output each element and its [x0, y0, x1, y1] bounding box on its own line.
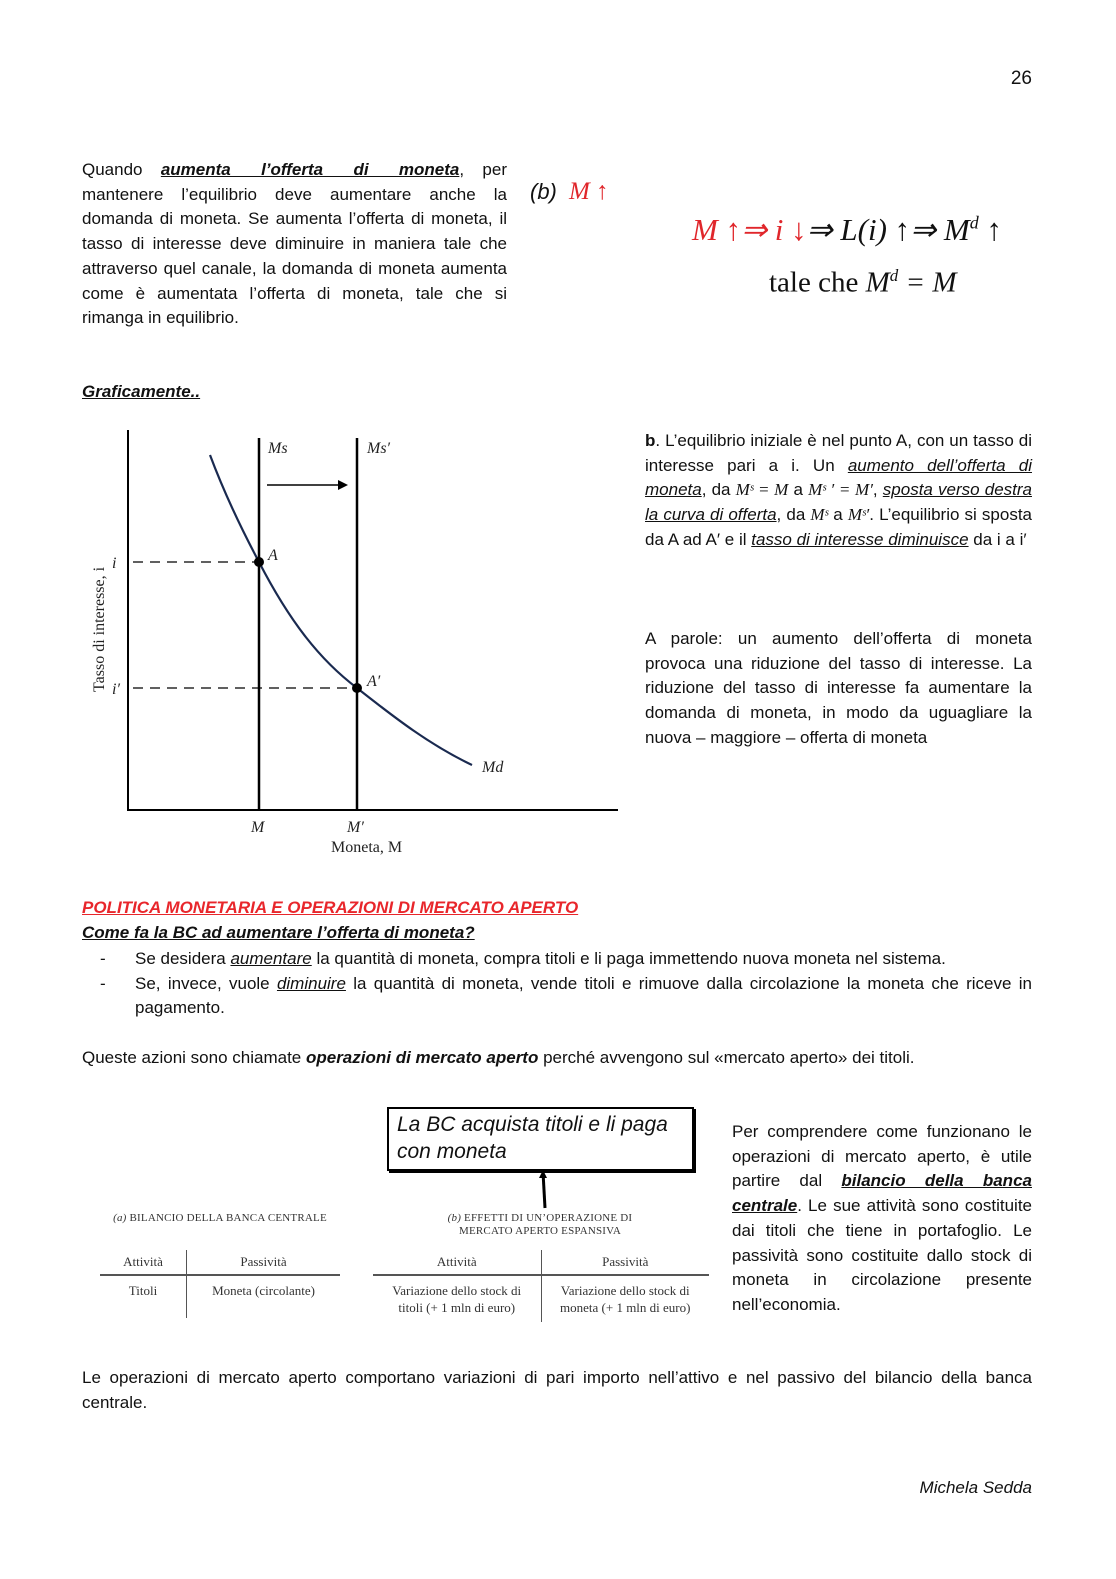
table-header-row — [100, 1250, 340, 1275]
explain-text: . L’equilibrio si sposta da A ad A′ e il — [645, 505, 1033, 549]
formula-cond-sup: d — [889, 266, 899, 285]
bullet-text: Se, invece, vuole — [135, 973, 277, 993]
bullet-list — [82, 947, 1032, 1021]
cell-attivita: Titoli — [100, 1275, 187, 1318]
ops-text: perché avvengono sul «mercato aperto» dei titoli. — [538, 1048, 915, 1067]
explain-text: , — [872, 480, 883, 500]
point-a-marker — [254, 557, 264, 567]
explain-math: Mˢ = M — [735, 480, 789, 500]
bullet-dash: - — [100, 949, 106, 968]
caption-prefix: (a) — [113, 1212, 127, 1224]
table-central-bank-balance — [100, 1250, 340, 1318]
bullet-text: la quantità di moneta, vende titoli e rimuove dalla circolazione la moneta che riceve in pagamento. — [135, 973, 1032, 1018]
table-header-row — [373, 1250, 709, 1275]
explain-math: Mˢ′ — [847, 505, 870, 525]
section-question: Come fa la BC ad aumentare l’offerta di moneta? — [82, 923, 475, 942]
table-b-caption — [440, 1212, 640, 1238]
intro-emphasis: aumenta l’offerta di moneta — [160, 160, 460, 179]
cell-attivita: Variazione dello stock di titoli (+ 1 mln di euro) — [373, 1275, 541, 1322]
explain-text: , da — [701, 480, 736, 500]
explain-math: Mˢ — [810, 505, 829, 525]
intro-text-rest: , per mantenere l’equilibrio deve aumentare anche la domanda di moneta. Se aumenta l’offerta di moneta, il tasso di interesse deve diminuire in maniera tale che attraverso quel canale, la domanda di moneta aumenta come è aumentata l’offerta di moneta, tale che si rimanga in equilibrio. — [82, 160, 507, 328]
supply-new-label: Ms′ — [367, 440, 391, 457]
supply-label: Ms — [268, 440, 288, 457]
caption-text: BILANCIO DELLA BANCA CENTRALE — [126, 1212, 327, 1224]
header-passivita: Passività — [187, 1250, 341, 1275]
explain-b-marker: b — [645, 431, 656, 450]
explain-emphasis: tasso di interesse diminuisce — [751, 529, 969, 549]
cell-passivita: Variazione dello stock di moneta (+ 1 mln di euro) — [560, 1283, 691, 1315]
caption-text: EFFETTI DI UN’OPERAZIONE DI MERCATO APERTO ESPANSIVA — [458, 1212, 633, 1237]
graficamente-heading: Graficamente.. — [82, 382, 201, 401]
demand-curve — [210, 455, 472, 765]
explain-text: a — [828, 505, 848, 525]
bilancio-text: . Le sue attività sono costituite dai titoli che tiene in portafoglio. Le passività sono costituite dallo stock di moneta in circolazione presente nell’economia. — [732, 1196, 1032, 1314]
table-a-caption — [100, 1212, 340, 1224]
explain-emphasis: aumento dell’offerta di moneta — [645, 455, 1032, 500]
ops-text: Queste azioni sono chiamate — [82, 1048, 306, 1067]
ops-emphasis: operazioni di mercato aperto — [305, 1048, 539, 1067]
section-title: POLITICA MONETARIA E OPERAZIONI DI MERCATO APERTO — [82, 898, 579, 917]
bullet-emphasis: aumentare — [230, 949, 312, 968]
bilancio-text: Per comprendere come funzionano le operazioni di mercato aperto, è utile partire dal — [732, 1122, 1032, 1191]
shift-arrow-head — [338, 480, 348, 490]
formula-label-math: M ↑ — [569, 178, 609, 205]
y-axis-label: Tasso di interesse, i — [91, 566, 108, 692]
table-row — [100, 1275, 340, 1318]
callout-box: La BC acquista titoli e li paga con moneta — [387, 1107, 694, 1171]
point-a-prime-marker — [352, 683, 362, 693]
formula-cond-text: tale che — [769, 266, 866, 299]
bilancio-emphasis: bilancio della banca centrale — [732, 1171, 1032, 1216]
caption-prefix: (b) — [447, 1212, 462, 1224]
author-footer: Michela Sedda — [919, 1478, 1032, 1497]
point-a-prime-label: A′ — [367, 673, 381, 690]
bullet-emphasis: diminuire — [276, 973, 346, 993]
formula-chain-black: ⇒ L(i) ↑⇒ M — [806, 212, 970, 247]
x-axis-label: Moneta, M — [331, 839, 403, 856]
parole-paragraph: A parole: un aumento dell’offerta di moneta provoca una riduzione del tasso di interesse. La riduzione del tasso di interesse fa aumentare la domanda di moneta, in modo da uguagliare la nuova – maggiore – offerta di moneta — [645, 629, 1032, 747]
tick-m-prime: M′ — [347, 819, 364, 836]
point-a-label: A — [268, 547, 278, 564]
explain-text: . L’equilibrio iniziale è nel punto A, con un tasso di interesse pari a i. Un — [645, 431, 1032, 475]
formula-cond-m: M — [865, 266, 890, 299]
bullet-text: Se desidera — [135, 949, 231, 968]
bilancio-paragraph — [732, 1120, 1032, 1318]
explain-emphasis: sposta verso destra la curva di offerta — [645, 480, 1032, 525]
formula-chain-end: ↑ — [978, 212, 1002, 247]
callout-pointer-head — [539, 1170, 547, 1178]
page-number: 26 — [1010, 68, 1032, 89]
explain-math: Mˢ ′ = M′ — [808, 480, 873, 500]
callout-pointer — [535, 1170, 555, 1210]
bullet-text: la quantità di moneta, compra titoli e li paga immettendo nuova moneta nel sistema. — [311, 949, 946, 968]
header-attivita: Attività — [373, 1250, 541, 1275]
demand-label: Md — [482, 759, 504, 776]
tick-i: i — [112, 555, 117, 572]
intro-text: Quando — [82, 160, 161, 179]
ops-sentence — [82, 1046, 1042, 1071]
header-attivita: Attività — [100, 1250, 187, 1275]
cell-passivita: Moneta (circolante) — [212, 1283, 315, 1298]
header-passivita: Passività — [541, 1250, 709, 1275]
formula-cond-end: = M — [898, 266, 957, 299]
table-open-market-effects — [373, 1250, 709, 1322]
closing-paragraph: Le operazioni di mercato aperto comportano variazioni di pari importo nell’attivo e nel passivo del bilancio della banca centrale. — [82, 1368, 1032, 1412]
explain-text: a — [788, 480, 809, 500]
explanation-b — [645, 429, 1032, 553]
formula-chain-sup: d — [969, 212, 979, 233]
tick-i-prime: i′ — [112, 681, 120, 698]
explain-text: , da — [776, 505, 811, 525]
explain-text: da i a i′ — [968, 529, 1027, 549]
tick-m: M — [251, 819, 265, 836]
formula-label-b: (b) — [530, 179, 557, 204]
formula-chain-red: M ↑⇒ i ↓ — [692, 212, 807, 247]
list-item — [82, 947, 1032, 972]
list-item — [82, 972, 1032, 1021]
bullet-dash: - — [100, 973, 106, 993]
table-row — [373, 1275, 709, 1322]
